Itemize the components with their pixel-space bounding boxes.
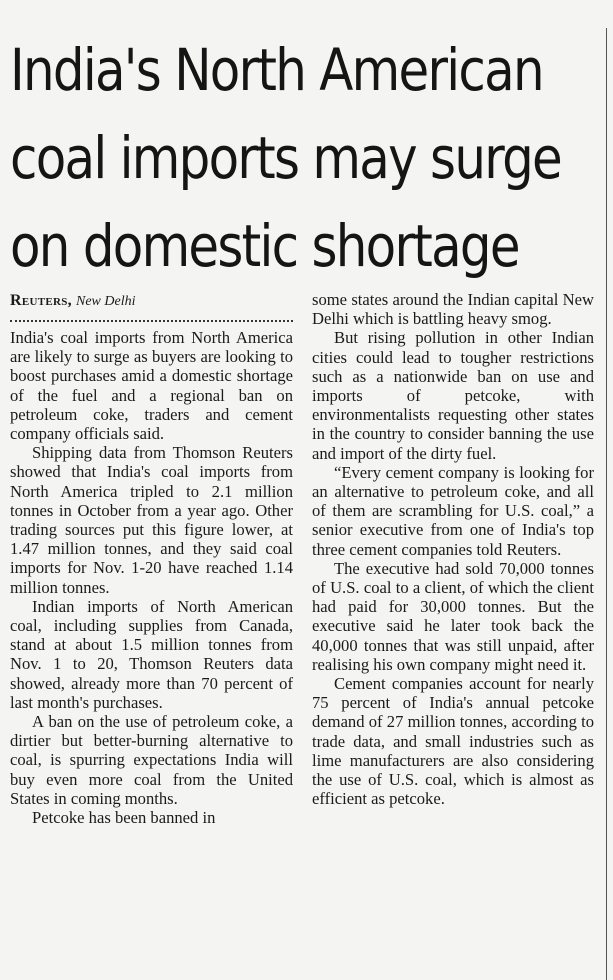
column-divider	[606, 28, 607, 980]
paragraph: Petcoke has been banned in	[32, 808, 216, 828]
paragraph: The executive had sold 70,000 tonnes of U.S. coal to a client, of which the client had paid for 30,000 tonnes. But the executive said he later took back the 40,000 tonnes that was still unpaid, after realising his own company might need it.	[312, 558, 594, 674]
byline	[10, 290, 293, 312]
byline-divider	[10, 320, 293, 322]
headline-line-3: on domestic shortage	[10, 212, 519, 280]
byline-place: New Delhi	[75, 294, 136, 309]
headline	[10, 26, 562, 290]
byline-agency: Reuters,	[10, 292, 72, 309]
paragraph: Cement companies account for nearly 75 percent of India's annual petcoke demand of 27 million tonnes, according to trade data, and small industries such as lime manufacturers are also considering the use of U.S. coal, which is almost as efficient as petcoke.	[312, 674, 594, 809]
article-column-right	[312, 290, 594, 808]
paragraph: India's coal imports from North America are likely to surge as buyers are looking to boost purchases amid a domestic shortage of the fuel and a regional ban on petroleum coke, traders and cement company officials said.	[10, 328, 293, 444]
paragraph: some states around the Indian capital New Delhi which is battling heavy smog.	[312, 290, 594, 329]
paragraph: But rising pollution in other Indian cities could lead to tougher restrictions such as a nationwide ban on use and imports of petcoke, with environmentalists requesting other states in the country to consider banning the use and import of the dirty fuel.	[312, 328, 594, 463]
headline-line-2: coal imports may surge	[10, 124, 562, 192]
paragraph: “Every cement company is looking for an alternative to petroleum coke, and all of them are scrambling for U.S. coal,” a senior executive from one of India's top three cement companies told Reuters.	[312, 462, 594, 559]
paragraph: Shipping data from Thomson Reuters showed that India's coal imports from North America tripled to 2.1 million tonnes in October from a year ago. Other trading sources put this figure lower, at 1.47 million tonnes, and they said coal imports for Nov. 1-20 have reached 1.14 million tonnes.	[10, 443, 293, 597]
paragraph: Indian imports of North American coal, including supplies from Canada, stand at about 1.5 million tonnes from Nov. 1 to 20, Thomson Reuters data showed, already more than 70 percent of last month's purchases.	[10, 596, 293, 712]
paragraph: A ban on the use of petroleum coke, a dirtier but better-burning alternative to coal, is spurring expectations India will buy even more coal from the United States in coming months.	[10, 712, 293, 808]
article-column-left	[10, 290, 293, 827]
headline-line-1: India's North American	[10, 36, 543, 104]
